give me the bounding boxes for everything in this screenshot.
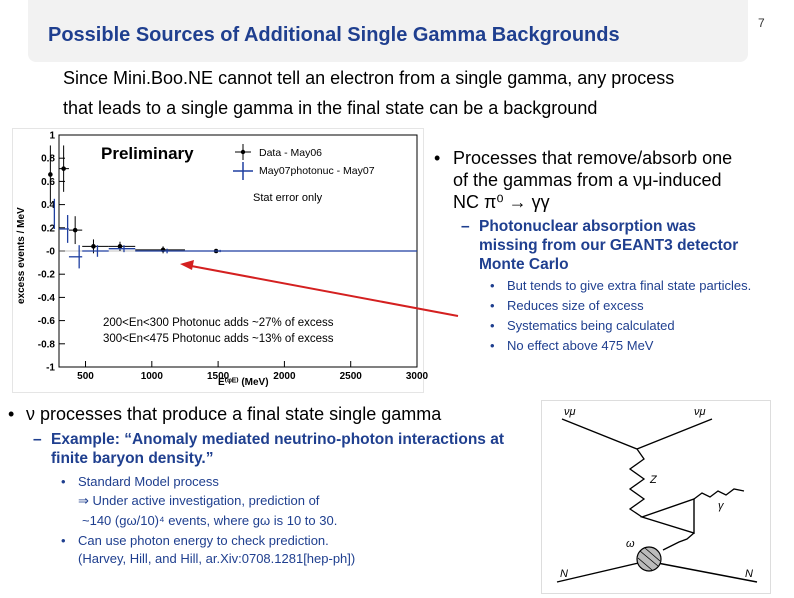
sub-bullet-line-2: missing from our GEANT3 detector: [479, 237, 739, 254]
omega-line: [663, 533, 694, 550]
photonuc-annotation-2: 300<En<475 Photonuc adds ~13% of excess: [103, 333, 334, 345]
plot-legend: [233, 144, 375, 180]
legend-marker-photonuc: [233, 162, 253, 180]
example-line-1: Example: “Anomaly mediated neutrino-photon interactions at: [51, 431, 504, 448]
y-tick-label: -0.4: [37, 292, 55, 304]
intro-line-2: that leads to a single gamma in the final state can be a background: [63, 98, 598, 118]
intro-line-1: Since Mini.Boo.NE cannot tell an electron from a single gamma, any process: [63, 68, 675, 88]
sub-sub-bullet-dot: •: [490, 318, 495, 333]
sub-bullet-line-3: Monte Carlo: [479, 256, 569, 273]
sub-sub-bullet-item: Systematics being calculated: [507, 318, 675, 333]
y-tick-label: -0.6: [37, 316, 55, 328]
x-tick-label: 1000: [140, 371, 163, 382]
sm-sub-line-2: ~140 (gω/10)⁴ events, where gω is 10 to 30.: [82, 513, 338, 528]
sub-bullet-line-1: Photonuclear absorption was: [479, 218, 697, 235]
x-axis-label: E⁽ᵠᴱ⁾ (MeV): [218, 377, 269, 388]
photon-line-1: Can use photon energy to check prediction.: [78, 533, 329, 548]
x-tick-label: 2500: [339, 371, 362, 382]
feynman-diagram: [541, 400, 771, 594]
plot-title: Preliminary: [101, 144, 194, 163]
label-numu-out: νμ: [694, 406, 706, 418]
sm-line: Standard Model process: [78, 474, 219, 489]
z-boson-line: [630, 449, 644, 517]
photonuc-point: [54, 199, 59, 229]
sub-sub-bullet-item: Reduces size of excess: [507, 298, 644, 313]
photon-line-2: (Harvey, Hill, and Hill, ar.Xiv:0708.1281[hep-ph]): [78, 551, 356, 566]
sub-sub-bullet-dot: •: [490, 298, 495, 313]
photonuc-point: [69, 245, 82, 268]
sm-bullet-dot: •: [61, 474, 66, 489]
feynman-diagram-svg: [542, 401, 770, 593]
y-tick-label: 0.6: [41, 176, 55, 188]
excess-plot: [13, 129, 429, 392]
y-tick-label: 0.8: [41, 153, 55, 165]
y-axis-label: excess events / MeV: [16, 207, 27, 304]
photonuc-point: [185, 250, 417, 252]
y-tick-label: -1: [46, 362, 55, 374]
y-tick-label: -0.8: [37, 339, 55, 351]
y-tick-label: -0.2: [37, 269, 55, 281]
page-number: 7: [758, 16, 765, 30]
x-tick-label: 2000: [273, 371, 296, 382]
label-gamma: γ: [718, 500, 724, 512]
x-tick-label: 1500: [206, 371, 230, 382]
sub-sub-bullet-item: No effect above 475 MeV: [507, 338, 654, 353]
neutrino-out-line: [637, 419, 712, 449]
right-bullet-line-2: of the gammas from a νμ-induced: [453, 170, 722, 190]
right-bullet-dot: •: [434, 148, 441, 168]
example-dash: –: [33, 431, 42, 448]
sub-bullet-dash: –: [461, 218, 470, 235]
data-point: [109, 242, 136, 251]
neutrino-in-line: [562, 419, 637, 449]
y-tick-label: 0.2: [41, 223, 55, 235]
stat-error-annotation: Stat error only: [253, 192, 323, 204]
label-z: Z: [650, 474, 657, 486]
nucleon-in-line: [557, 561, 647, 582]
legend-label-data: Data - May06: [259, 147, 323, 159]
sub-sub-bullet-dot: •: [490, 278, 495, 293]
sub-sub-bullet-dot: •: [490, 338, 495, 353]
label-omega: ω: [626, 538, 635, 550]
excess-plot-svg: [13, 129, 429, 392]
data-point: [135, 246, 185, 253]
triangle-loop: [642, 499, 694, 533]
y-tick-label: 0.4: [41, 200, 55, 212]
label-n-out: N: [745, 568, 753, 580]
sm-sub-line-1: ⇒ Under active investigation, prediction of: [78, 493, 320, 508]
photon-line: [694, 489, 744, 499]
y-tick-label: 1: [49, 130, 55, 142]
sub-sub-bullet-item: But tends to give extra final state particles.: [507, 278, 752, 293]
x-tick-label: 500: [77, 371, 94, 382]
example-line-2: finite baryon density.”: [51, 450, 214, 467]
label-n-in: N: [560, 568, 568, 580]
lower-bullet-dot: •: [8, 404, 15, 424]
photon-bullet-dot: •: [61, 533, 66, 548]
y-tick-label: -0: [46, 246, 55, 258]
legend-label-photonuc: May07photonuc - May07: [259, 165, 375, 177]
lower-bullet-main: ν processes that produce a final state single gamma: [26, 404, 442, 424]
x-tick-label: 3000: [405, 371, 429, 382]
legend-marker-data: [235, 144, 251, 160]
slide-title: Possible Sources of Additional Single Gamma Backgrounds: [48, 24, 620, 46]
nucleon-out-line: [647, 561, 757, 582]
label-numu-in: νμ: [564, 406, 576, 418]
right-bullet-line-1: Processes that remove/absorb one: [453, 148, 733, 168]
right-bullet-line-3: NC π⁰ → γγ: [453, 192, 550, 212]
photonuc-annotation-1: 200<En<300 Photonuc adds ~27% of excess: [103, 317, 334, 329]
photonuc-point: [59, 215, 69, 243]
data-point: [69, 216, 82, 244]
data-point: [59, 145, 69, 191]
